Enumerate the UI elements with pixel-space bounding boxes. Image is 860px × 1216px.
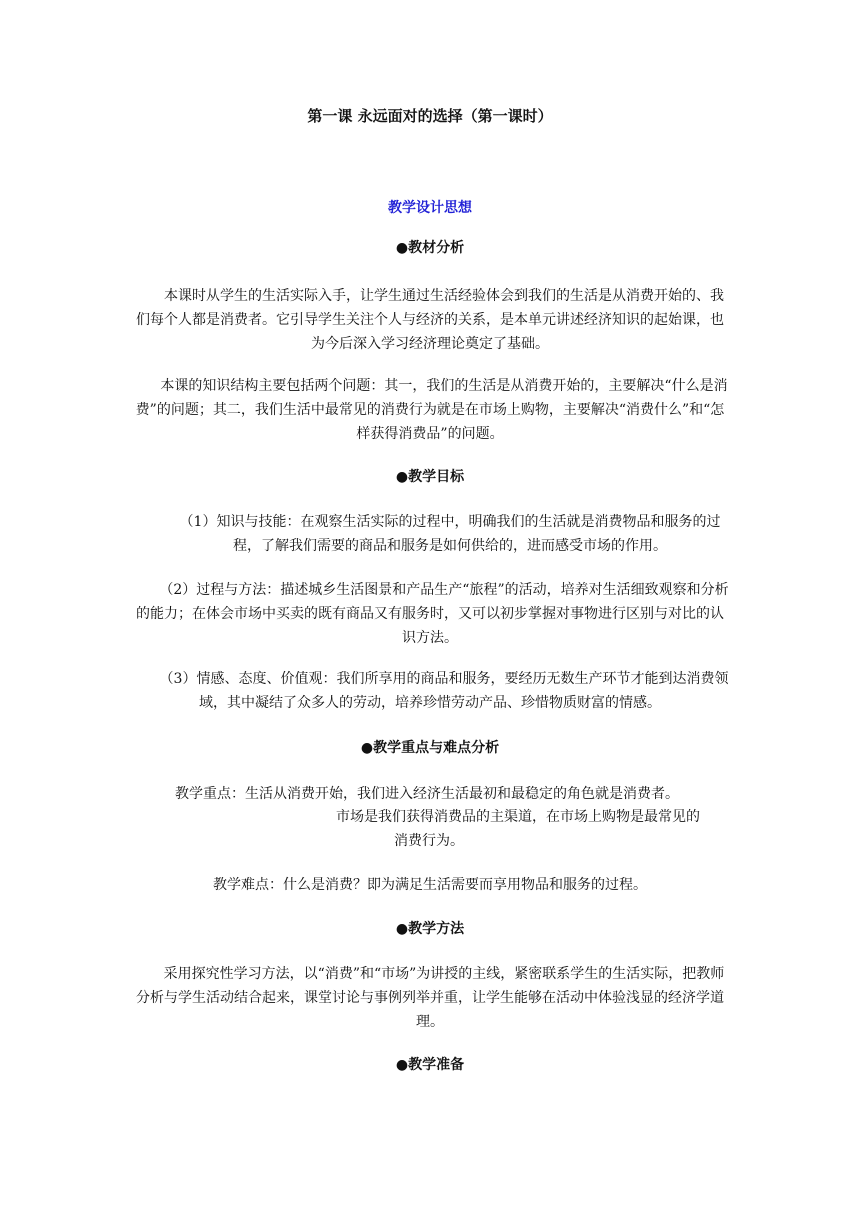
section-heading-preparation: ●教学准备 xyxy=(395,1057,465,1073)
section-heading-method: ●教学方法 xyxy=(395,921,465,937)
focus-line-3: 消费行为。 xyxy=(394,833,464,849)
goal-item-2: （2）过程与方法：描述城乡生活图景和产品生产“旅程”的活动，培养对生活细致观察和分析的能力；在体会市场中买卖的既有商品又有服务时，又可以初步掌握对事物进行区别与对比的认识方法。 xyxy=(136,582,729,646)
section-heading-key-points: ●教学重点与难点分析 xyxy=(360,740,500,756)
material-paragraph-2: 本课的知识结构主要包括两个问题：其一，我们的生活是从消费开始的，主要解决“什么是消费”的问题；其二，我们生活中最常见的消费行为就是在市场上购物，主要解决“消费什么”和“怎样获得消费品”的问题。 xyxy=(135,378,728,442)
goal-item-1: （1）知识与技能：在观察生活实际的过程中，明确我们的生活就是消费物品和服务的过程，了解我们需要的商品和服务是如何供给的，进而感受市场的作用。 xyxy=(179,514,721,554)
goal-item-3: （3）情感、态度、价值观：我们所享用的商品和服务，要经历无数生产环节才能到达消费领域，其中凝结了众多人的劳动，培养珍惜劳动产品、珍惜物质财富的情感。 xyxy=(159,671,729,711)
focus-line-1: 教学重点：生活从消费开始，我们进入经济生活最初和最稳定的角色就是消费者。 xyxy=(175,786,679,802)
material-paragraph-1: 本课时从学生的生活实际入手，让学生通过生活经验体会到我们的生活是从消费开始的、我们每个人都是消费者。它引导学生关注个人与经济的关系，是本单元讲述经济知识的起始课，也为今后深入学习经济理论奠定了基础。 xyxy=(136,288,724,352)
page-title: 第一课 永远面对的选择（第一课时） xyxy=(307,107,553,125)
difficulty-line: 教学难点：什么是消费？即为满足生活需要而享用物品和服务的过程。 xyxy=(213,877,647,893)
method-paragraph: 采用探究性学习方法，以“消费”和“市场”为讲授的主线，紧密联系学生的生活实际，把教师分析与学生活动结合起来，课堂讨论与事例列举并重，让学生能够在活动中体验浅显的经济学道理。 xyxy=(136,966,725,1030)
focus-line-2: 市场是我们获得消费品的主渠道，在市场上购物是最常见的 xyxy=(336,809,700,825)
section-heading-goals: ●教学目标 xyxy=(395,469,465,485)
section-heading-material: ●教材分析 xyxy=(395,240,465,256)
design-heading: 教学设计思想 xyxy=(388,200,472,216)
